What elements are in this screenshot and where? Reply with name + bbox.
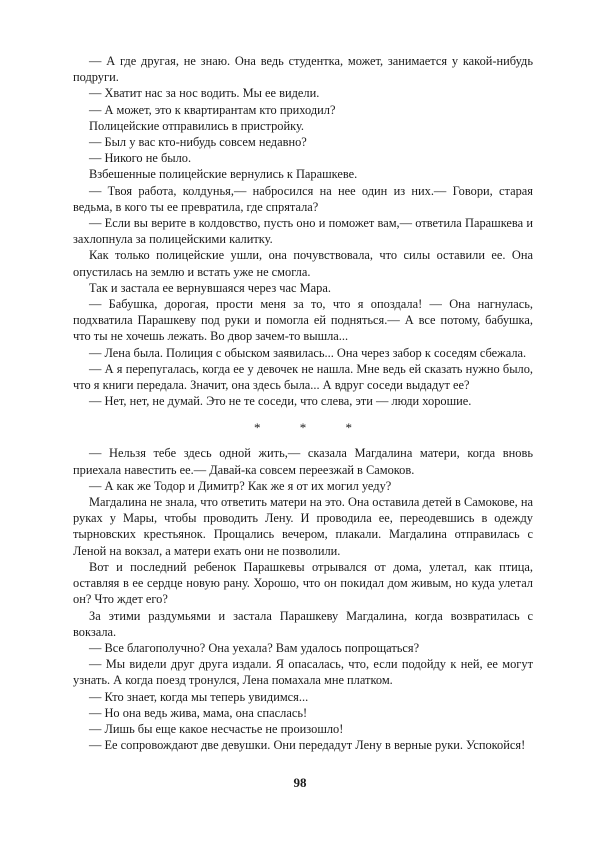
paragraph: Вот и последний ребенок Парашкевы отрывался от дома, улетал, как птица, оставляя в ее сердце новую рану. Хорошо, что он покидал дом живым, но куда улетал он? Что ждет его?: [73, 559, 533, 607]
paragraph: — Ее сопровождают две девушки. Они передадут Лену в верные руки. Успокойся!: [89, 738, 526, 753]
page-number: 98: [293, 775, 307, 790]
paragraph: Полицейские отправились в пристройку.: [89, 118, 305, 133]
paragraph: — Кто знает, когда мы теперь увидимся...: [89, 689, 309, 704]
text-section-after-break: [73, 445, 533, 753]
paragraph: — Нельзя тебе здесь одной жить,— сказала Магдалина матери, когда вновь приехала навестить ее.— Давай-ка совсем переезжай в Самоков.: [73, 446, 533, 477]
paragraph: Так и застала ее вернувшаяся через час Мара.: [89, 280, 331, 295]
paragraph: — А я перепугалась, когда ее у девочек не нашла. Мне ведь ей сказать нужно было, что я книги передала. Значит, она здесь была... А вдруг соседи выдадут ее?: [73, 361, 533, 393]
paragraph: — Все благополучно? Она уехала? Вам удалось попрощаться?: [89, 640, 420, 655]
paragraph: — Лена была. Полиция с обыском заявилась... Она через забор к соседям сбежала.: [89, 345, 527, 360]
paragraph: — А как же Тодор и Димитр? Как же я от их могил уеду?: [89, 478, 392, 493]
paragraph: — Хватит нас за нос водить. Мы ее видели.: [89, 86, 320, 101]
paragraph: — Если вы верите в колдовство, пусть оно и поможет вам,— ответила Парашкева и захлопнула за полицейскими калитку.: [73, 216, 533, 247]
paragraph: Как только полицейские ушли, она почувствовала, что силы оставили ее. Она опустилась на землю и встать уже не смогла.: [73, 248, 533, 279]
paragraph: Магдалина не знала, что ответить матери на это. Она оставила детей в Самокове, на руках у Мары, чтобы проводить Лену. И проводила ее, переодевшись в одежду тырновских крестьянок. Прощались вечером, плакали. Магдалина отправилась с Леной на вокзал, а матери ехать они не позволили.: [73, 495, 533, 558]
section-separator: * * *: [254, 420, 370, 436]
text-section-before-break: [73, 53, 533, 409]
paragraph: — Твоя работа, колдунья,— набросился на нее один из них.— Говори, старая ведьма, в кого ты ее превратила, где спрятала?: [73, 183, 533, 214]
paragraph: — Был у вас кто-нибудь совсем недавно?: [89, 135, 307, 150]
paragraph: — Лишь бы еще какое несчастье не произошло!: [89, 721, 344, 736]
paragraph: За этими раздумьями и застала Парашкеву Магдалина, когда возвратилась с вокзала.: [73, 608, 533, 639]
paragraph: — Нет, нет, не думай. Это не те соседи, что слева, эти — люди хорошие.: [89, 394, 472, 409]
paragraph: — Но она ведь жива, мама, она спаслась!: [89, 705, 308, 720]
paragraph: — А может, это к квартирантам кто приходил?: [89, 102, 336, 117]
paragraph: Взбешенные полицейские вернулись к Парашкеве.: [89, 167, 358, 182]
paragraph: — Никого не было.: [89, 151, 192, 166]
paragraph: — А где другая, не знаю. Она ведь студентка, может, занимается у какой-нибудь подруги.: [73, 54, 533, 85]
paragraph: — Мы видели друг друга издали. Я опасалась, что, если подойду к ней, ее могут узнать. А когда поезд тронулся, Лена помахала мне платком.: [73, 657, 533, 688]
body-text: [73, 53, 533, 753]
paragraph: — Бабушка, дорогая, прости меня за то, что я опоздала! — Она нагнулась, подхватила Парашкеву под руки и помогла ей подняться.— А все потому, бабушка, что ты не хочешь лежать. Во двор зачем-то вышла...: [73, 297, 533, 344]
